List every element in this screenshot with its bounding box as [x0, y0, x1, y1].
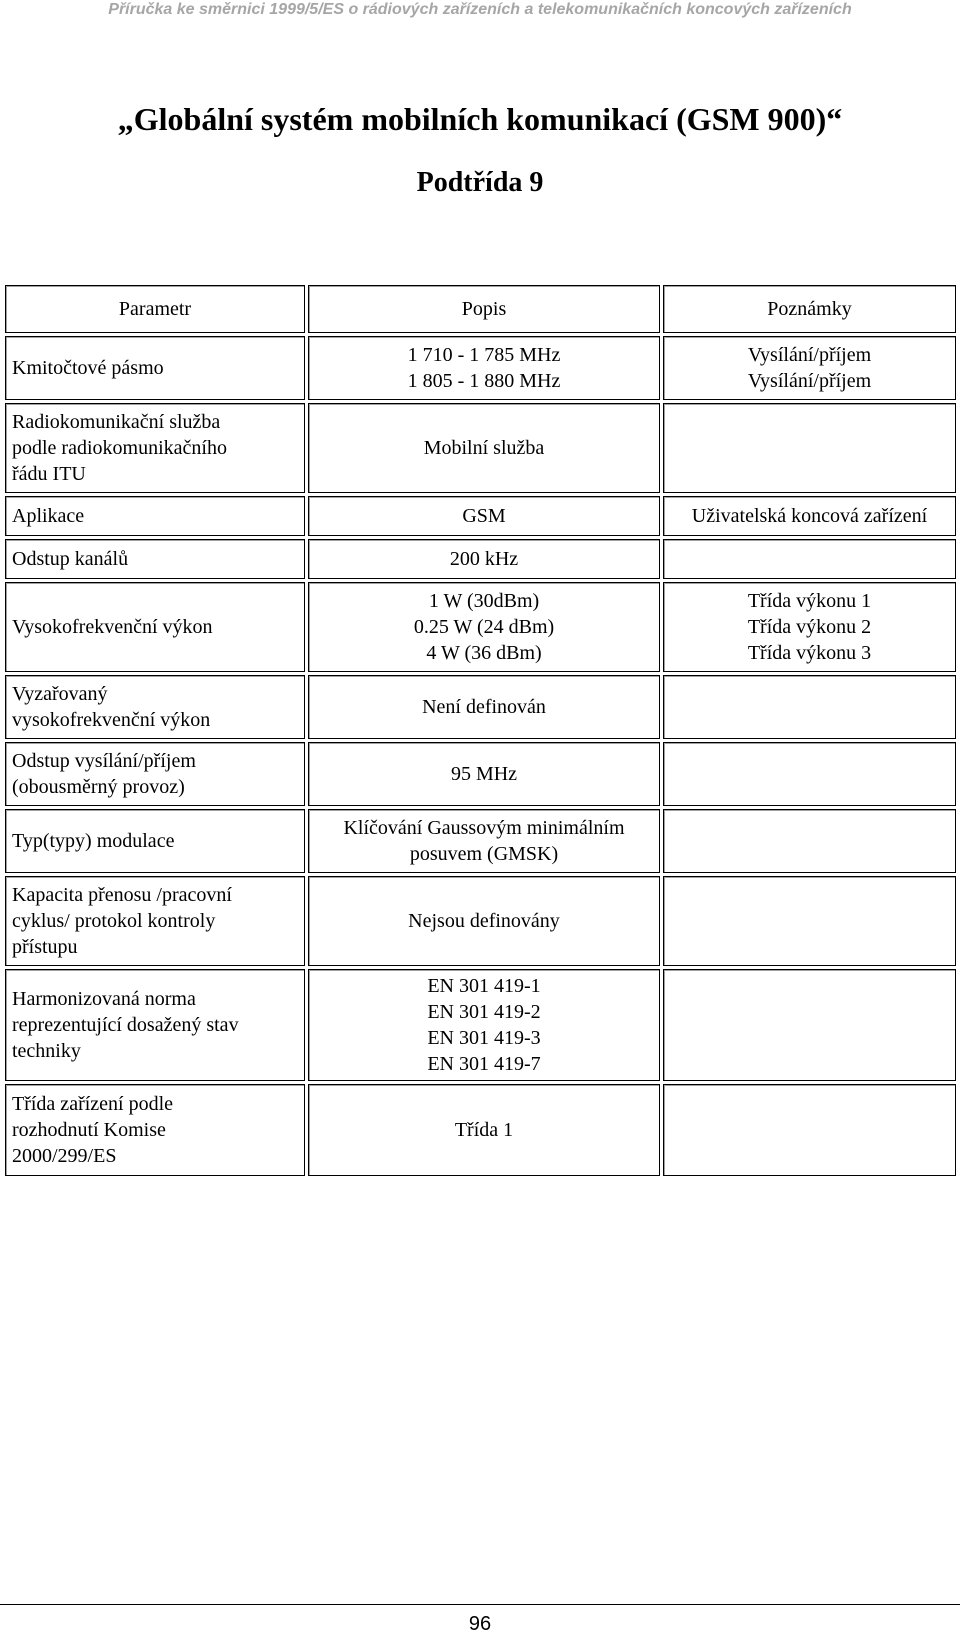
- cell-line: podle radiokomunikačního: [12, 437, 227, 459]
- parameter-cell: [5, 675, 305, 739]
- notes-cell: [663, 582, 956, 672]
- table-row: [5, 876, 956, 966]
- notes-cell: [663, 969, 956, 1081]
- cell-line: cyklus/ protokol kontroly: [12, 910, 216, 932]
- description-cell: [308, 876, 660, 966]
- cell-line: řádu ITU: [12, 463, 86, 485]
- cell-line: Třída výkonu 3: [747, 642, 872, 664]
- page-number: 96: [468, 1613, 492, 1635]
- cell-line: 1 W (30dBm): [428, 590, 540, 612]
- table-row: [5, 742, 956, 806]
- parameter-cell: [5, 582, 305, 672]
- document-title: „Globální systém mobilních komunikací (GSM 900)“: [117, 101, 843, 137]
- cell-line: 4 W (36 dBm): [426, 642, 542, 664]
- cell-line: 1 710 - 1 785 MHz: [407, 344, 561, 366]
- cell-line: Třída výkonu 1: [747, 590, 872, 612]
- table-row: [5, 809, 956, 873]
- cell-line: EN 301 419-7: [427, 1053, 541, 1075]
- cell-line: techniky: [12, 1040, 81, 1062]
- cell-line: Radiokomunikační služba: [12, 411, 221, 433]
- cell-line: Odstup kanálů: [12, 548, 129, 570]
- cell-line: (obousměrný provoz): [12, 776, 185, 798]
- parameter-cell: [5, 1084, 305, 1176]
- parameter-cell: [5, 539, 305, 579]
- cell-line: rozhodnutí Komise: [12, 1119, 166, 1141]
- document-subtitle: Podtřída 9: [416, 167, 544, 198]
- parameter-cell: [5, 336, 305, 400]
- notes-cell: [663, 876, 956, 966]
- description-cell: [308, 539, 660, 579]
- cell-line: Typ(typy) modulace: [12, 830, 175, 852]
- description-cell: [308, 403, 660, 493]
- cell-line: Klíčování Gaussovým minimálním: [343, 817, 625, 839]
- cell-line: Aplikace: [12, 505, 85, 527]
- cell-line: GSM: [462, 505, 506, 527]
- cell-line: Kmitočtové pásmo: [12, 357, 164, 379]
- notes-cell: [663, 742, 956, 806]
- table-header-row: [5, 285, 956, 333]
- footer-rule: [0, 1604, 960, 1605]
- table-row: [5, 403, 956, 493]
- notes-cell: [663, 496, 956, 536]
- cell-line: Mobilní služba: [423, 437, 545, 459]
- running-header: Příručka ke směrnici 1999/5/ES o rádiových zařízeních a telekomunikačních koncových zařízeních: [108, 1, 852, 18]
- cell-line: Nejsou definovány: [408, 910, 560, 932]
- description-cell: [308, 582, 660, 672]
- table-row: [5, 539, 956, 579]
- cell-line: 200 kHz: [449, 548, 519, 570]
- notes-cell: [663, 809, 956, 873]
- table-row: [5, 336, 956, 400]
- cell-line: Vysokofrekvenční výkon: [12, 616, 213, 638]
- cell-line: EN 301 419-2: [427, 1001, 541, 1023]
- cell-line: reprezentující dosažený stav: [12, 1014, 239, 1036]
- cell-line: posuvem (GMSK): [409, 843, 559, 865]
- cell-line: 1 805 - 1 880 MHz: [407, 370, 561, 392]
- cell-line: 95 MHz: [450, 763, 518, 785]
- specification-table: [2, 282, 959, 1179]
- parameter-cell: [5, 876, 305, 966]
- table-row: [5, 1084, 956, 1176]
- cell-line: EN 301 419-3: [427, 1027, 541, 1049]
- column-header-notes: Poznámky: [663, 285, 956, 333]
- notes-cell: [663, 336, 956, 400]
- parameter-cell: [5, 969, 305, 1081]
- cell-line: Kapacita přenosu /pracovní: [12, 884, 232, 906]
- cell-line: Odstup vysílání/příjem: [12, 750, 196, 772]
- notes-cell: [663, 403, 956, 493]
- column-header-description: Popis: [308, 285, 660, 333]
- description-cell: [308, 675, 660, 739]
- table-row: [5, 675, 956, 739]
- description-cell: [308, 336, 660, 400]
- table-row: [5, 582, 956, 672]
- cell-line: vysokofrekvenční výkon: [12, 709, 211, 731]
- description-cell: [308, 1084, 660, 1176]
- parameter-cell: [5, 496, 305, 536]
- cell-line: Třída 1: [454, 1119, 514, 1141]
- parameter-cell: [5, 809, 305, 873]
- cell-line: Uživatelská koncová zařízení: [691, 505, 928, 527]
- cell-line: přístupu: [12, 936, 78, 958]
- parameter-cell: [5, 403, 305, 493]
- column-header-parameter: Parametr: [5, 285, 305, 333]
- cell-line: 0.25 W (24 dBm): [413, 616, 555, 638]
- parameter-cell: [5, 742, 305, 806]
- notes-cell: [663, 1084, 956, 1176]
- cell-line: Harmonizovaná norma: [12, 988, 196, 1010]
- description-cell: [308, 809, 660, 873]
- cell-line: Vyzařovaný: [12, 683, 108, 705]
- description-cell: [308, 969, 660, 1081]
- notes-cell: [663, 539, 956, 579]
- cell-line: 2000/299/ES: [12, 1145, 117, 1167]
- notes-cell: [663, 675, 956, 739]
- table-body: [5, 336, 956, 1176]
- cell-line: Není definován: [422, 696, 546, 718]
- table-row: [5, 496, 956, 536]
- cell-line: Třída zařízení podle: [12, 1093, 174, 1115]
- cell-line: Třída výkonu 2: [747, 616, 872, 638]
- description-cell: [308, 496, 660, 536]
- cell-line: Vysílání/příjem: [747, 370, 872, 392]
- cell-line: Vysílání/příjem: [747, 344, 872, 366]
- cell-line: EN 301 419-1: [427, 975, 541, 997]
- table-row: [5, 969, 956, 1081]
- description-cell: [308, 742, 660, 806]
